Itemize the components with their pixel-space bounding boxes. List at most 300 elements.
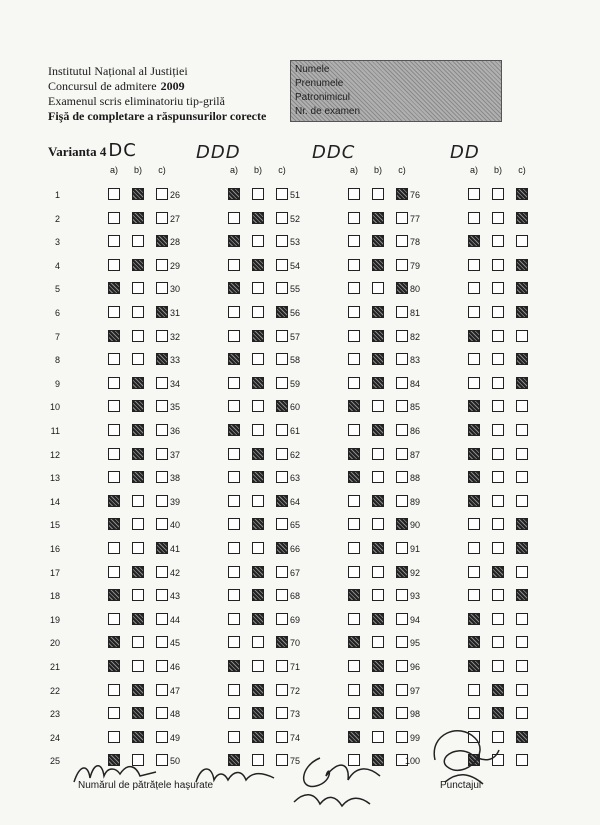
option-label-a: a) [229,165,238,175]
answer-box-b[interactable] [492,448,504,460]
question-number: 57 [289,331,300,342]
answer-box-a[interactable] [108,566,120,578]
answer-box-b[interactable] [252,660,264,672]
question-number: 46 [169,662,180,672]
question-row [280,660,410,676]
answer-box-a[interactable] [228,495,240,507]
answer-box-b[interactable] [252,495,264,507]
points-label: Punctajul [440,780,482,791]
question-number: 45 [169,638,180,649]
question-number: 10 [49,402,60,413]
question-row [40,613,170,629]
question-number: 55 [289,284,300,295]
answer-box-a[interactable] [468,282,480,294]
answer-box-a[interactable] [228,282,240,294]
answer-box-b[interactable] [492,400,504,412]
answer-box-b[interactable] [372,259,384,271]
answer-box-a[interactable] [348,282,360,294]
answer-box-c[interactable] [516,471,528,483]
question-row [160,566,290,582]
answer-box-b[interactable] [132,495,144,507]
answer-box-b[interactable] [372,613,384,625]
question-number: 63 [289,473,300,484]
answer-box-a[interactable] [468,353,480,365]
answer-box-b[interactable] [132,566,144,578]
answer-box-a[interactable] [108,188,120,200]
answer-box-a[interactable] [468,330,480,342]
answer-box-a[interactable] [468,377,480,389]
answer-box-a[interactable] [348,589,360,601]
question-number: 54 [289,260,300,271]
question-row [40,660,170,676]
answer-box-b[interactable] [132,448,144,460]
question-number: 27 [169,213,180,224]
answer-box-c[interactable] [516,518,528,530]
answer-box-a[interactable] [228,707,240,719]
question-number: 29 [169,260,180,271]
answer-box-b[interactable] [132,377,144,389]
option-label-a: a) [349,165,358,175]
question-number: 13 [49,473,60,484]
answer-box-a[interactable] [468,518,480,530]
answer-box-a[interactable] [108,660,120,672]
answer-box-b[interactable] [372,235,384,247]
answer-box-a[interactable] [108,471,120,483]
answer-box-a[interactable] [348,259,360,271]
answer-box-b[interactable] [372,448,384,460]
answer-box-a[interactable] [468,471,480,483]
question-row [280,448,410,464]
answer-box-c[interactable] [516,542,528,554]
option-label-c: c) [398,165,406,175]
question-row [400,660,530,676]
answer-box-b[interactable] [372,731,384,743]
answer-box-a[interactable] [348,212,360,224]
answer-box-c[interactable] [516,754,528,766]
answer-box-a[interactable] [348,542,360,554]
answer-box-b[interactable] [492,235,504,247]
answer-box-b[interactable] [132,518,144,530]
answer-box-c[interactable] [516,495,528,507]
question-row [160,448,290,464]
answer-box-a[interactable] [348,306,360,318]
answer-box-c[interactable] [516,377,528,389]
answer-box-a[interactable] [228,235,240,247]
answer-box-a[interactable] [348,471,360,483]
answer-box-a[interactable] [228,518,240,530]
answer-box-b[interactable] [132,353,144,365]
answer-box-a[interactable] [108,259,120,271]
question-number: 95 [409,638,420,649]
question-row [160,613,290,629]
answer-box-b[interactable] [252,424,264,436]
answer-box-b[interactable] [252,636,264,648]
answer-box-b[interactable] [372,353,384,365]
answer-box-a[interactable] [348,377,360,389]
answer-box-a[interactable] [228,684,240,696]
answer-box-b[interactable] [372,518,384,530]
question-row [400,377,530,393]
answer-box-a[interactable] [468,400,480,412]
question-number: 79 [409,260,420,271]
question-number: 88 [409,473,420,484]
answer-box-b[interactable] [252,212,264,224]
answer-box-a[interactable] [348,495,360,507]
answer-box-b[interactable] [132,235,144,247]
signature-4 [425,720,505,790]
question-number: 58 [289,355,300,366]
question-number: 38 [169,473,180,484]
question-row [280,471,410,487]
answer-box-a[interactable] [468,613,480,625]
answer-box-a[interactable] [228,424,240,436]
answer-box-b[interactable] [492,259,504,271]
answer-box-a[interactable] [108,353,120,365]
answer-box-a[interactable] [348,613,360,625]
column-note-3: DDC [312,142,356,163]
answer-box-b[interactable] [132,471,144,483]
answer-box-c[interactable] [516,212,528,224]
answer-box-b[interactable] [252,471,264,483]
answer-box-b[interactable] [372,400,384,412]
answer-box-b[interactable] [372,471,384,483]
question-number: 85 [409,402,420,413]
answer-box-b[interactable] [132,212,144,224]
answer-box-c[interactable] [516,660,528,672]
answer-box-a[interactable] [468,707,480,719]
answer-box-b[interactable] [372,636,384,648]
answer-box-c[interactable] [516,306,528,318]
answer-box-b[interactable] [372,377,384,389]
answer-box-a[interactable] [108,235,120,247]
answer-box-b[interactable] [252,306,264,318]
answer-box-a[interactable] [228,589,240,601]
answer-box-b[interactable] [132,707,144,719]
question-row [40,589,170,605]
answer-box-b[interactable] [492,589,504,601]
answer-box-b[interactable] [492,282,504,294]
question-row [160,471,290,487]
answer-box-b[interactable] [132,660,144,672]
answer-box-c[interactable] [516,589,528,601]
answer-box-b[interactable] [372,495,384,507]
answer-box-b[interactable] [372,330,384,342]
question-number: 39 [169,496,180,507]
answer-box-b[interactable] [372,212,384,224]
question-row [40,707,170,723]
answer-box-b[interactable] [132,731,144,743]
question-row [400,495,530,511]
answer-box-b[interactable] [252,448,264,460]
answer-box-b[interactable] [132,306,144,318]
answer-box-b[interactable] [492,330,504,342]
answer-box-a[interactable] [468,566,480,578]
answer-box-a[interactable] [228,471,240,483]
answer-box-b[interactable] [252,542,264,554]
option-label-a: a) [469,165,478,175]
answer-box-b[interactable] [492,306,504,318]
question-row [280,613,410,629]
answer-box-c[interactable] [516,235,528,247]
answer-box-b[interactable] [492,471,504,483]
question-row [280,566,410,582]
question-row [160,542,290,558]
answer-box-c[interactable] [516,448,528,460]
answer-box-a[interactable] [108,424,120,436]
answer-box-a[interactable] [348,424,360,436]
answer-box-b[interactable] [132,636,144,648]
answer-box-a[interactable] [108,707,120,719]
answer-box-a[interactable] [468,212,480,224]
answer-box-a[interactable] [228,259,240,271]
answer-box-a[interactable] [348,731,360,743]
answer-box-b[interactable] [252,566,264,578]
question-row [400,636,530,652]
question-number: 25 [49,756,60,767]
answer-box-a[interactable] [228,330,240,342]
answer-box-b[interactable] [492,707,504,719]
question-row [280,330,410,346]
answer-box-a[interactable] [348,353,360,365]
answer-box-a[interactable] [108,212,120,224]
question-row [40,542,170,558]
answer-box-a[interactable] [228,353,240,365]
question-row [40,353,170,369]
question-row [400,259,530,275]
answer-box-a[interactable] [228,613,240,625]
question-row [280,212,410,228]
answer-box-b[interactable] [372,542,384,554]
answer-box-b[interactable] [372,660,384,672]
question-row [160,306,290,322]
answer-box-a[interactable] [468,188,480,200]
answer-box-b[interactable] [252,518,264,530]
answer-box-b[interactable] [252,188,264,200]
question-number: 60 [289,402,300,413]
answer-box-b[interactable] [132,400,144,412]
answer-box-a[interactable] [348,684,360,696]
question-number: 68 [289,591,300,602]
answer-box-a[interactable] [468,684,480,696]
question-row [160,212,290,228]
answer-box-a[interactable] [108,306,120,318]
answer-box-c[interactable] [516,684,528,696]
answer-box-b[interactable] [372,589,384,601]
answer-box-b[interactable] [372,306,384,318]
answer-box-b[interactable] [132,542,144,554]
question-row [400,471,530,487]
answer-box-b[interactable] [492,495,504,507]
answer-box-b[interactable] [252,282,264,294]
answer-box-b[interactable] [492,353,504,365]
answer-box-b[interactable] [132,188,144,200]
answer-box-b[interactable] [372,566,384,578]
answer-box-a[interactable] [108,518,120,530]
answer-box-c[interactable] [516,707,528,719]
answer-box-b[interactable] [492,377,504,389]
answer-box-a[interactable] [108,613,120,625]
question-number: 41 [169,544,180,554]
answer-box-a[interactable] [468,636,480,648]
question-row [280,424,410,440]
answer-box-b[interactable] [132,424,144,436]
answer-box-b[interactable] [252,235,264,247]
question-number: 70 [289,638,300,649]
answer-box-a[interactable] [348,188,360,200]
answer-box-a[interactable] [348,636,360,648]
answer-box-a[interactable] [348,448,360,460]
answer-box-c[interactable] [516,282,528,294]
question-number: 30 [169,284,180,295]
question-number: 28 [169,237,180,248]
question-row [400,235,530,251]
question-row [160,495,290,511]
answer-box-a[interactable] [108,731,120,743]
question-number: 90 [409,520,420,531]
answer-box-a[interactable] [228,731,240,743]
answer-box-b[interactable] [372,188,384,200]
answer-box-b[interactable] [132,282,144,294]
answer-box-a[interactable] [468,448,480,460]
answer-box-a[interactable] [108,448,120,460]
answer-box-a[interactable] [228,212,240,224]
question-row [400,188,530,204]
answer-box-a[interactable] [228,306,240,318]
answer-box-b[interactable] [372,684,384,696]
answer-box-b[interactable] [252,613,264,625]
answer-box-b[interactable] [492,684,504,696]
answer-box-a[interactable] [228,542,240,554]
answer-box-c[interactable] [516,330,528,342]
question-row [160,636,290,652]
question-row [400,400,530,416]
answer-box-b[interactable] [492,566,504,578]
answer-box-b[interactable] [252,707,264,719]
question-row [160,377,290,393]
answer-box-b[interactable] [252,400,264,412]
answer-box-b[interactable] [492,542,504,554]
question-row [280,731,410,747]
answer-box-a[interactable] [228,377,240,389]
answer-box-a[interactable] [228,636,240,648]
answer-box-a[interactable] [108,495,120,507]
answer-box-b[interactable] [132,684,144,696]
answer-box-b[interactable] [372,282,384,294]
answer-box-b[interactable] [252,353,264,365]
answer-box-a[interactable] [108,400,120,412]
answer-box-b[interactable] [132,259,144,271]
answer-box-a[interactable] [348,330,360,342]
answer-box-b[interactable] [492,660,504,672]
answer-box-b[interactable] [492,188,504,200]
answer-box-b[interactable] [132,330,144,342]
answer-box-c[interactable] [516,636,528,648]
question-row [400,353,530,369]
answer-box-c[interactable] [516,353,528,365]
question-number: 50 [169,756,180,767]
answer-box-a[interactable] [468,259,480,271]
answer-box-a[interactable] [468,424,480,436]
answer-box-a[interactable] [108,542,120,554]
question-row [400,613,530,629]
answer-box-a[interactable] [108,636,120,648]
question-row [400,306,530,322]
answer-box-a[interactable] [468,495,480,507]
signature-2 [190,762,280,790]
question-number: 96 [409,662,420,672]
answer-box-c[interactable] [516,259,528,271]
question-row [160,707,290,723]
answer-box-a[interactable] [468,542,480,554]
answer-box-a[interactable] [108,377,120,389]
answer-box-a[interactable] [108,330,120,342]
answer-box-b[interactable] [252,731,264,743]
answer-box-b[interactable] [252,259,264,271]
question-number: 21 [49,662,60,672]
answer-box-c[interactable] [516,188,528,200]
answer-box-b[interactable] [492,613,504,625]
answer-box-b[interactable] [252,330,264,342]
answer-box-a[interactable] [108,684,120,696]
answer-box-a[interactable] [228,566,240,578]
answer-box-a[interactable] [348,660,360,672]
question-number: 62 [289,449,300,460]
answer-box-a[interactable] [228,400,240,412]
question-row [280,235,410,251]
answer-box-a[interactable] [108,282,120,294]
answer-box-a[interactable] [228,660,240,672]
answer-box-a[interactable] [348,707,360,719]
answer-box-b[interactable] [252,684,264,696]
answer-box-b[interactable] [492,518,504,530]
answer-box-a[interactable] [348,518,360,530]
answer-box-c[interactable] [516,566,528,578]
answer-box-b[interactable] [492,212,504,224]
question-row [280,495,410,511]
answer-box-b[interactable] [372,424,384,436]
question-row [400,448,530,464]
column-note-2: DDD [196,142,241,163]
answer-box-b[interactable] [372,707,384,719]
question-row [160,259,290,275]
question-number: 32 [169,331,180,342]
answer-box-a[interactable] [468,235,480,247]
answer-box-a[interactable] [348,235,360,247]
answer-box-c[interactable] [516,731,528,743]
answer-box-a[interactable] [348,566,360,578]
answer-box-b[interactable] [492,636,504,648]
answer-box-c[interactable] [516,400,528,412]
answer-box-c[interactable] [516,424,528,436]
answer-box-b[interactable] [252,377,264,389]
answer-box-a[interactable] [468,660,480,672]
answer-box-a[interactable] [228,188,240,200]
question-row [40,400,170,416]
question-number: 48 [169,709,180,720]
answer-box-a[interactable] [348,400,360,412]
answer-box-a[interactable] [468,589,480,601]
answer-box-b[interactable] [132,613,144,625]
question-number: 78 [409,237,420,248]
answer-box-a[interactable] [468,306,480,318]
answer-box-a[interactable] [228,448,240,460]
answer-box-a[interactable] [108,589,120,601]
answer-box-b[interactable] [492,424,504,436]
answer-box-b[interactable] [132,589,144,601]
question-row [280,353,410,369]
answer-box-b[interactable] [252,589,264,601]
answer-box-c[interactable] [516,613,528,625]
